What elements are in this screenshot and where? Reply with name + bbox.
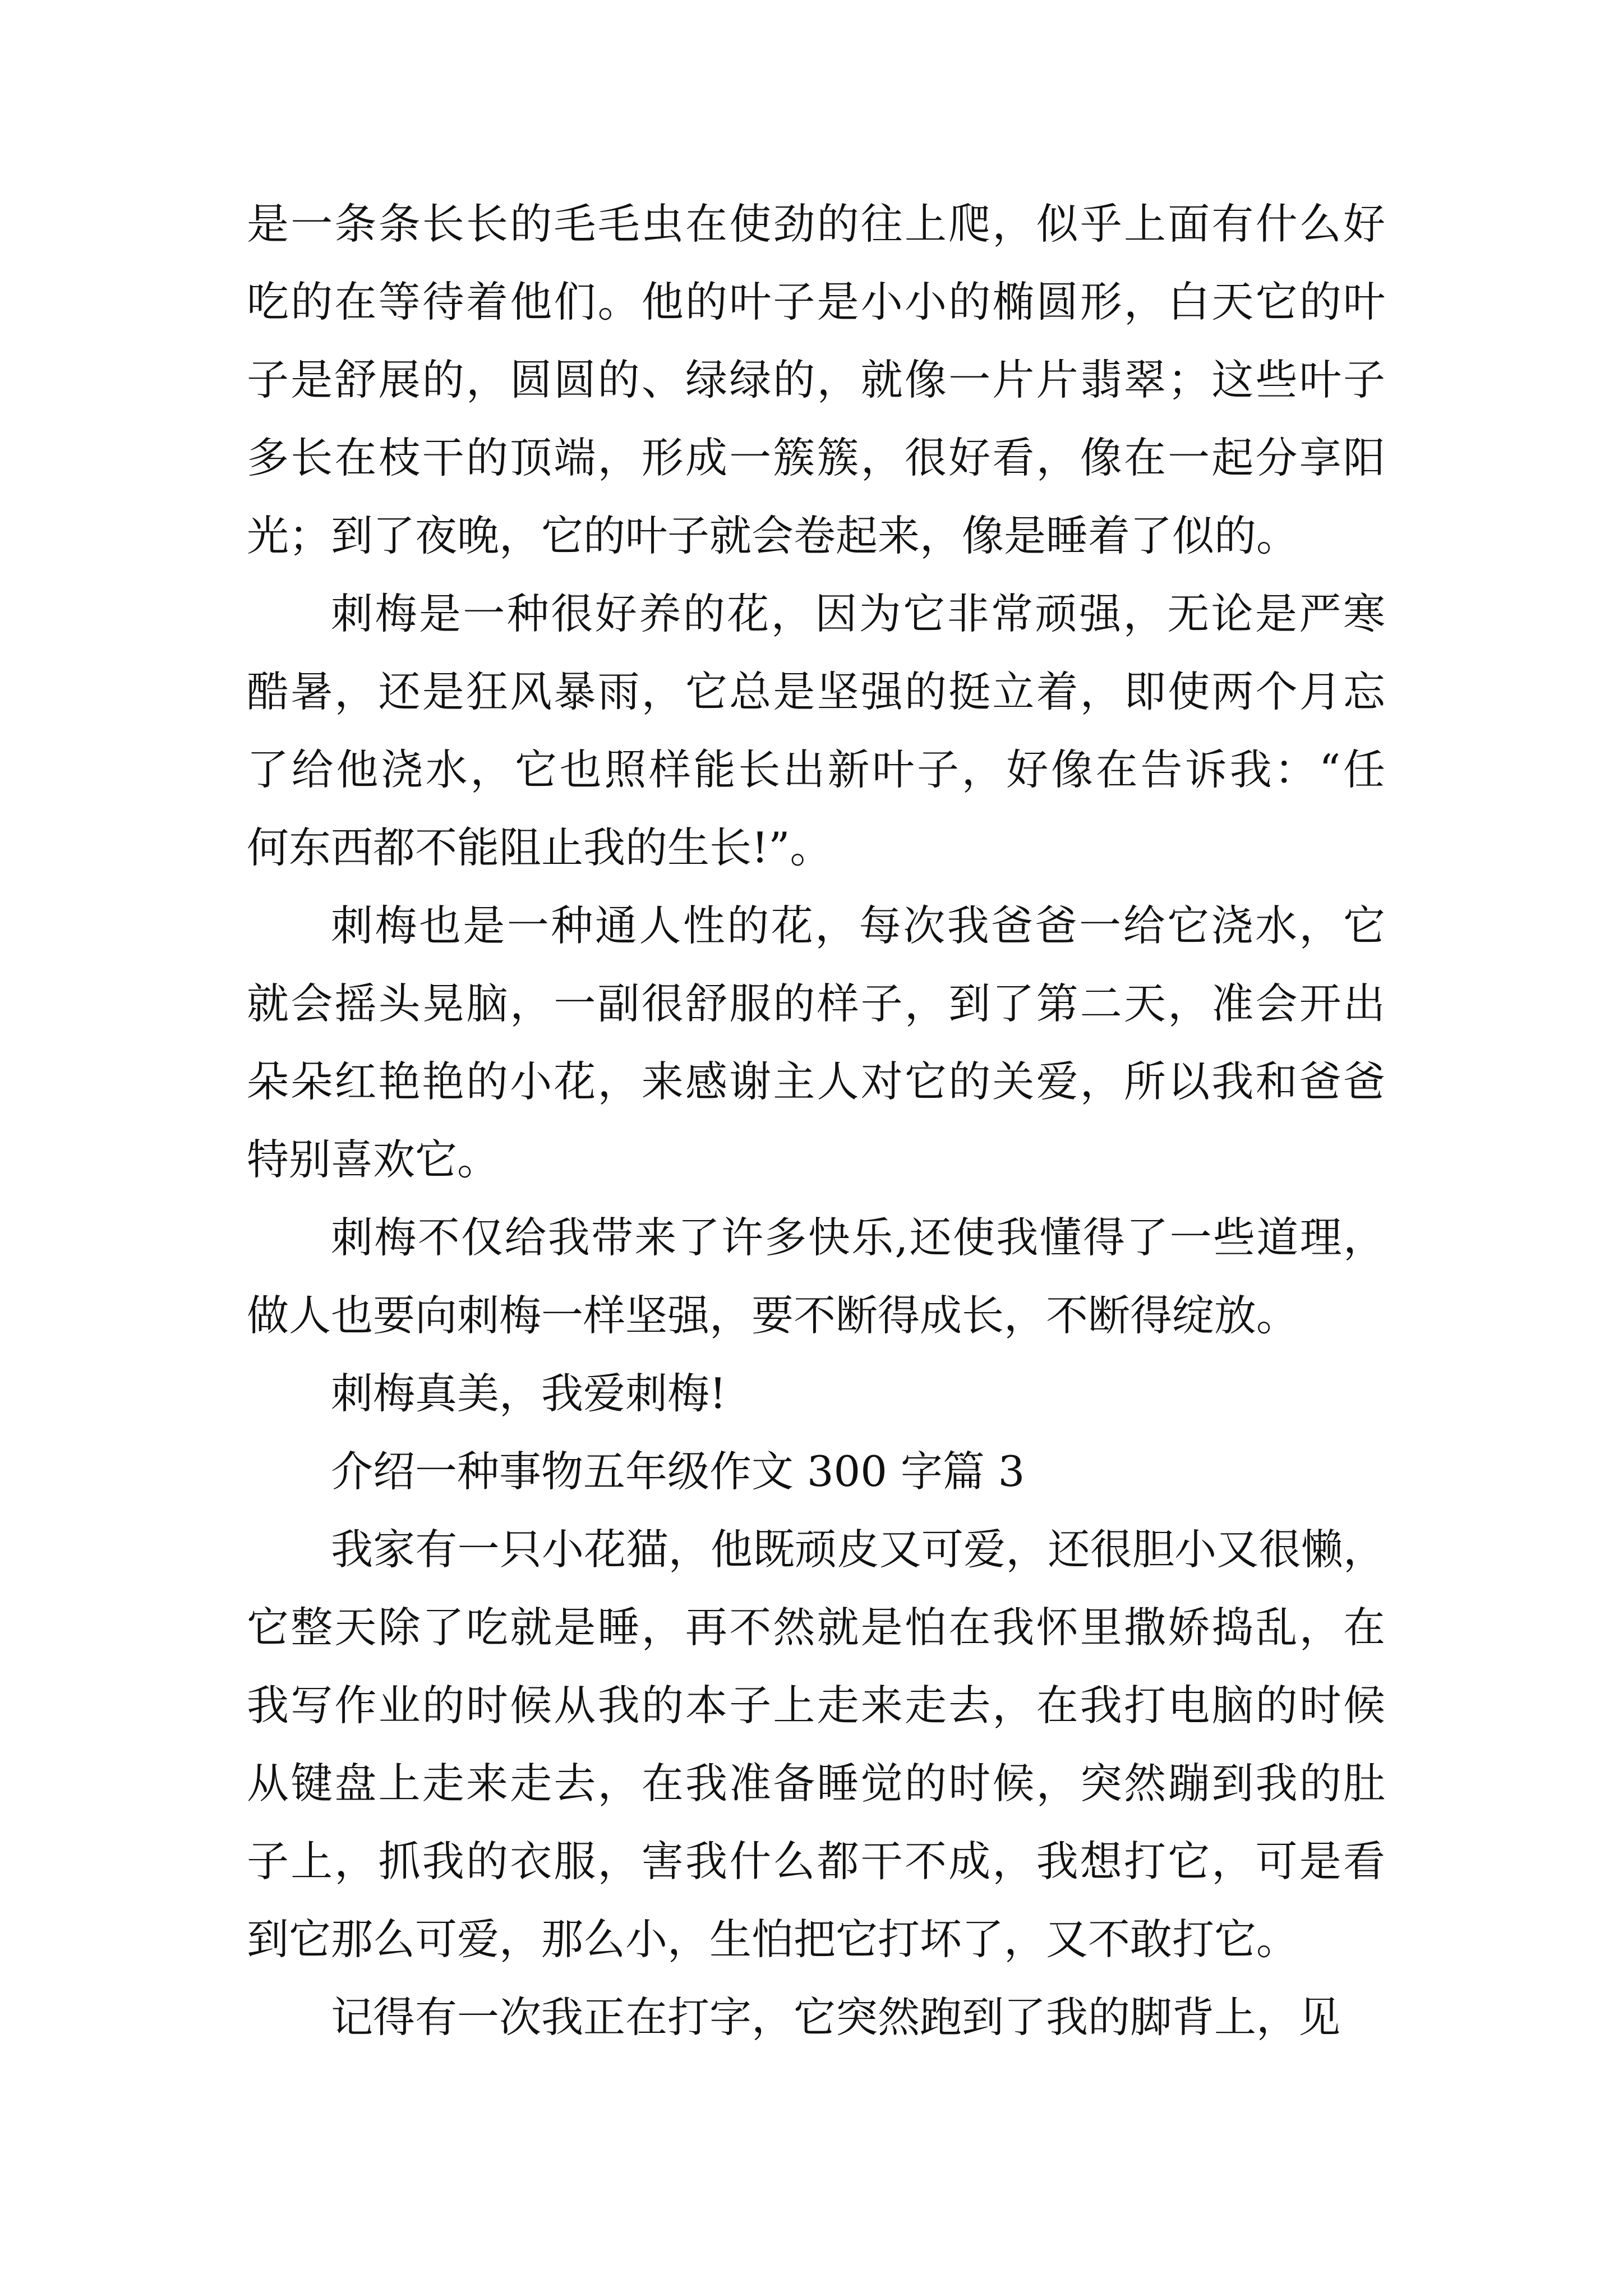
paragraph-start-line: 刺梅也是一种通人性的花，每次我爸爸一给它浇水，它 xyxy=(331,901,1385,950)
text-line: 它整天除了吃就是睡，再不然就是怕在我怀里撒娇捣乱，在 xyxy=(247,1603,1385,1652)
text-line: 何东西都不能阻止我的生长!”。 xyxy=(247,823,832,872)
text-line: 子是舒展的，圆圆的、绿绿的，就像一片片翡翠；这些叶子 xyxy=(247,355,1385,404)
text-line: 从键盘上走来走去，在我准备睡觉的时候，突然蹦到我的肚 xyxy=(247,1759,1385,1808)
text-line: 做人也要向刺梅一样坚强，要不断得成长，不断得绽放。 xyxy=(247,1291,1299,1340)
text-line: 子上，抓我的衣服，害我什么都干不成，我想打它，可是看 xyxy=(247,1837,1385,1886)
paragraph-start-line: 刺梅是一种很好养的花，因为它非常顽强，无论是严寒 xyxy=(331,589,1385,638)
text-line: 是一条条长长的毛毛虫在使劲的往上爬，似乎上面有什么好 xyxy=(247,199,1385,249)
document-body xyxy=(247,185,1385,2056)
text-line: 到它那么可爱，那么小，生怕把它打坏了，又不敢打它。 xyxy=(247,1915,1299,1964)
paragraph-start-line: 记得有一次我正在打字，它突然跑到了我的脚背上，见 xyxy=(331,1993,1341,2042)
text-line: 朵朵红艳艳的小花，来感谢主人对它的关爱，所以我和爸爸 xyxy=(247,1057,1385,1106)
text-line: 就会摇头晃脑，一副很舒服的样子，到了第二天，准会开出 xyxy=(247,979,1385,1028)
text-line: 多长在枝干的顶端，形成一簇簇，很好看，像在一起分享阳 xyxy=(247,433,1385,482)
text-line: 酷暑，还是狂风暴雨，它总是坚强的挺立着，即使两个月忘 xyxy=(247,667,1385,716)
section-heading: 介绍一种事物五年级作文 300 字篇 3 xyxy=(331,1447,1025,1496)
text-line: 我写作业的时候从我的本子上走来走去，在我打电脑的时候 xyxy=(247,1681,1385,1730)
paragraph-start-line: 刺梅真美，我爱刺梅! xyxy=(331,1369,727,1418)
text-line: 特别喜欢它。 xyxy=(247,1135,500,1184)
text-line: 光；到了夜晚，它的叶子就会卷起来，像是睡着了似的。 xyxy=(247,511,1299,560)
paragraph-start-line: 刺梅不仅给我带来了许多快乐,还使我懂得了一些道理， xyxy=(331,1213,1385,1262)
paragraph-start-line: 我家有一只小花猫，他既顽皮又可爱，还很胆小又很懒， xyxy=(331,1525,1385,1574)
text-line: 吃的在等待着他们。他的叶子是小小的椭圆形，白天它的叶 xyxy=(247,277,1385,326)
text-line: 了给他浇水，它也照样能长出新叶子，好像在告诉我：“任 xyxy=(247,745,1385,794)
